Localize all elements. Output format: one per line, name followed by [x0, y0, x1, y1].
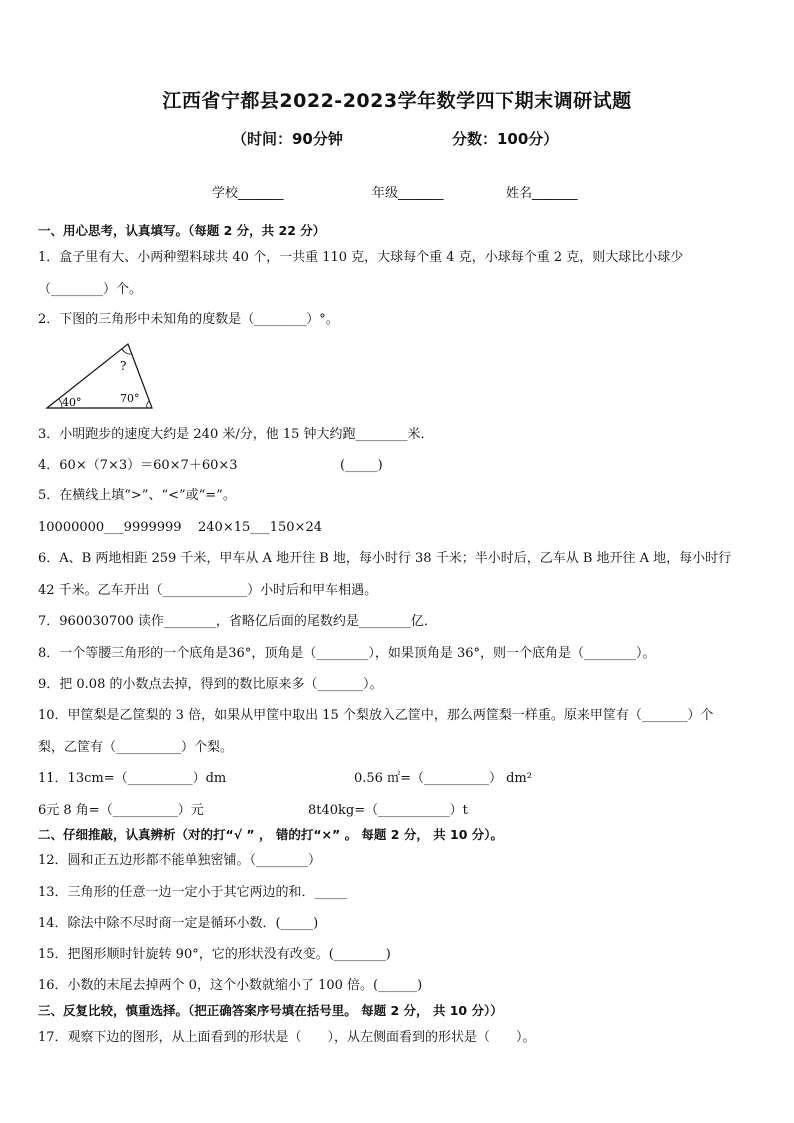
question-16: 16．小数的末尾去掉两个 0，这个小数就缩小了 100 倍。(______): [38, 978, 423, 993]
question-4-answer[interactable]: (_____): [340, 458, 383, 473]
question-4: 4．60×（7×3）＝60×7＋60×3: [38, 458, 238, 473]
exam-title: 江西省宁都县2022-2023学年数学四下期末调研试题: [162, 90, 632, 112]
question-9: 9．把 0.08 的小数点去掉，得到的数比原来多（_______）。: [38, 677, 383, 692]
section1-heading: 一、用心思考，认真填写。（每题 2 分，共 22 分）: [38, 223, 326, 238]
school-field[interactable]: 学校_______: [212, 186, 284, 201]
angle-arc-right: [147, 401, 149, 408]
question-10-line1: 10．甲筐梨是乙筐梨的 3 倍，如果从甲筐中取出 15 个梨放入乙筐中，那么两筐梨一样重。原来甲筐有（_______）个: [38, 708, 714, 723]
unknown-angle-label: ?: [120, 359, 127, 373]
question-6-line2: 42 千米。乙车开出（_____________）小时后和甲车相遇。: [38, 583, 378, 598]
grade-field[interactable]: 年级_______: [372, 186, 444, 201]
triangle-figure: [44, 340, 156, 412]
question-1-line1: 1．盒子里有大、小两种塑料球共 40 个，一共重 110 克，大球每个重 4 克，小球每个重 2 克，则大球比小球少: [38, 250, 684, 265]
question-11c: 6元 8 角=（__________）元: [38, 803, 204, 818]
name-field[interactable]: 姓名_______: [506, 186, 578, 201]
question-8: 8．一个等腰三角形的一个底角是36°，顶角是（________），如果顶角是 36°，则一个底角是（________）。: [38, 646, 656, 661]
angle-70-label: 70°: [120, 392, 140, 405]
section2-heading: 二、仔细推敲，认真辨析（对的打“√ ” ， 错的打“×” 。 每题 2 分， 共 10 分）。: [38, 827, 504, 842]
question-6-line1: 6．A、B 两地相距 259 千米，甲车从 A 地开往 B 地，每小时行 38 千米；半小时后，乙车从 B 地开往 A 地，每小时行: [38, 551, 732, 566]
question-3: 3．小明跑步的速度大约是 240 米/分，他 15 钟大约跑________米．: [38, 427, 434, 442]
question-1-line2: （________）个。: [38, 282, 143, 297]
question-11b: 0.56 ㎡=（__________） dm²: [354, 771, 532, 786]
question-5: 5．在横线上填“>”、“<”或“=”。: [38, 488, 236, 503]
question-5a[interactable]: 10000000___9999999: [38, 520, 182, 535]
angle-40-label: 40°: [62, 396, 82, 409]
question-7: 7．960030700 读作________，省略亿后面的尾数约是________亿．: [38, 614, 437, 629]
question-13: 13．三角形的任意一边一定小于其它两边的和．_____: [38, 885, 348, 900]
section3-heading: 三、反复比较，慎重选择。（把正确答案序号填在括号里。 每题 2 分， 共 10 分））: [38, 1003, 503, 1018]
question-11a: 11．13cm=（__________）dm: [38, 771, 227, 786]
question-17: 17．观察下边的图形，从上面看到的形状是（ ），从左侧面看到的形状是（ ）。: [38, 1030, 536, 1045]
question-5b[interactable]: 240×15___150×24: [198, 520, 322, 535]
question-15: 15．把图形顺时针旋转 90°，它的形状没有改变。(________): [38, 947, 391, 962]
question-2: 2．下图的三角形中未知角的度数是（________）°。: [38, 312, 339, 327]
total-score: 分数：100分）: [452, 130, 559, 148]
question-11d: 8t40kg=（___________）t: [308, 803, 468, 818]
time-limit: （时间：90分钟: [232, 130, 343, 148]
question-10-line2: 梨，乙筐有（__________）个梨。: [38, 740, 234, 755]
question-14: 14．除法中除不尽时商一定是循环小数．(_____): [38, 916, 319, 931]
question-12: 12．圆和正五边形都不能单独密铺。（________）: [38, 853, 322, 868]
